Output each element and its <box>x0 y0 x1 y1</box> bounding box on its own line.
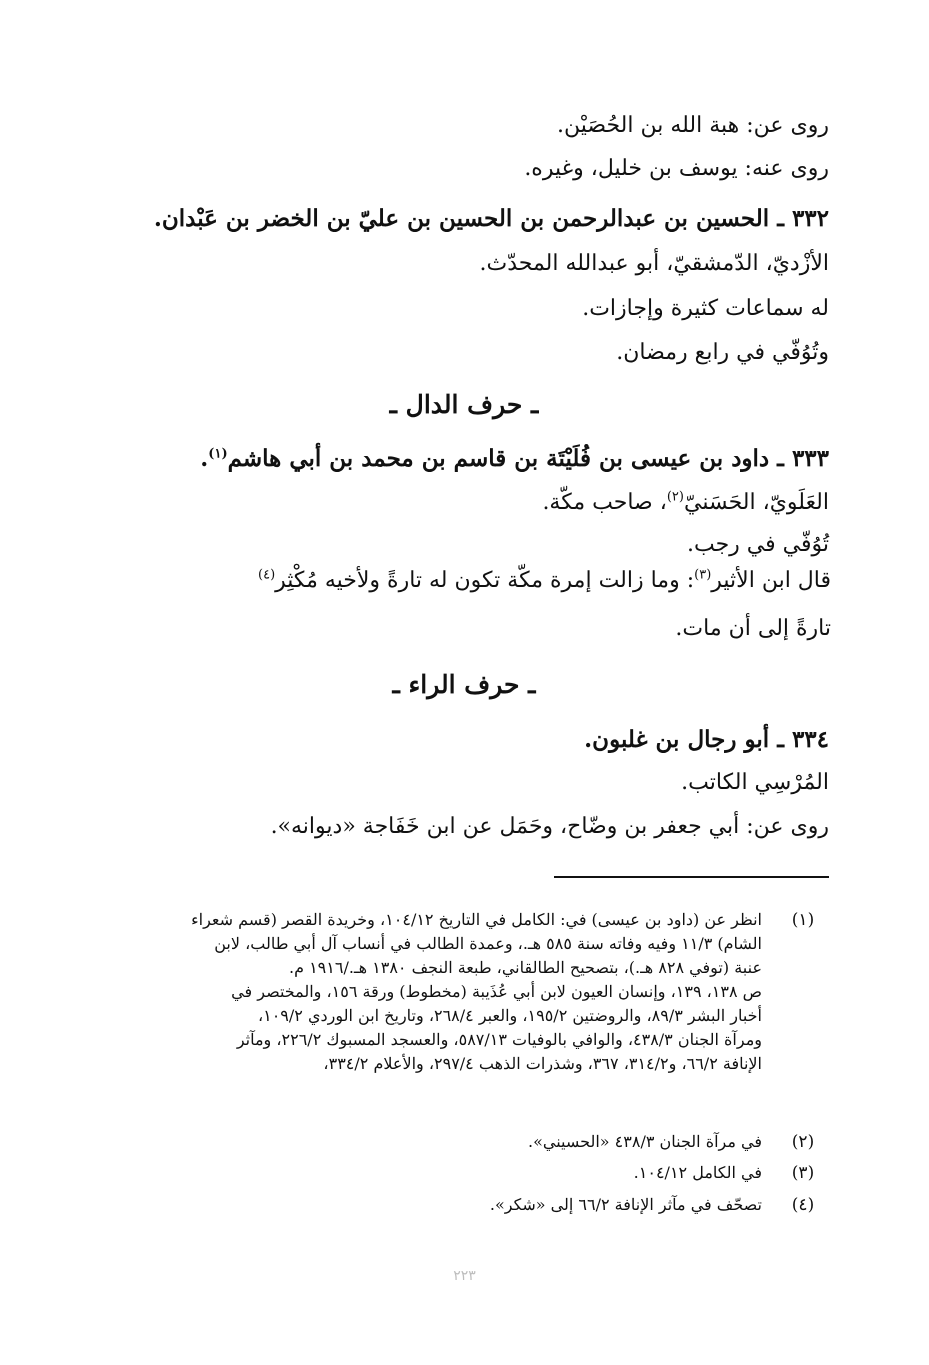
footnote-1-number: (١) <box>791 910 815 930</box>
entry-333-quote-source: قال ابن الأثير <box>711 568 831 593</box>
footnote-separator <box>554 876 829 878</box>
entry-333-period: . <box>200 445 209 472</box>
footnote-ref-3: (٣) <box>694 567 712 583</box>
narrated-from-line: روى عن: هبة الله بن الحُصَيْن. <box>557 113 829 138</box>
footnote-ref-1: (١) <box>208 446 228 462</box>
entry-332-hearings: له سماعات كثيرة وإجازات. <box>582 296 829 321</box>
footnote-1-line: عنبة (توفي ٨٢٨ هـ.)، بتصحيح الطالقاني، طبعة النجف ١٣٨٠ هـ./١٩١٦ م. <box>289 958 762 977</box>
entry-333-nisba <box>99 488 829 518</box>
page-number: ٢٢٣ <box>453 1268 476 1284</box>
entry-333-quote-end: تارةً إلى أن مات. <box>675 616 831 641</box>
footnote-ref-2: (٢) <box>666 489 684 505</box>
footnote-4-number: (٤) <box>791 1195 815 1215</box>
footnote-ref-4: (٤) <box>258 567 276 583</box>
footnote-4-text: تصحّف في مآثر الإنافة ٦٦/٢ إلى «شكر». <box>489 1195 762 1214</box>
entry-333-heading <box>99 444 829 474</box>
footnote-1-line: انظر عن (داود بن عيسى) في: الكامل في التاريخ ١٠٤/١٢، وخريدة القصر (قسم شعراء <box>191 910 762 929</box>
entry-333-death: تُوُفّي في رجب. <box>686 532 829 557</box>
entry-333-quote-text: : وما زالت إمرة مكّة تكون له تارةً ولأخيه مُكْثِر <box>275 568 695 593</box>
footnote-1-line: ص ١٣٨، ١٣٩، وإنسان العيون لابن أبي عُذَيبة (مخطوط) ورقة ١٥٦، والمختصر في <box>231 982 762 1001</box>
footnote-3-text: في الكامل ١٠٤/١٢. <box>633 1163 762 1182</box>
narrated-by-line: روى عنه: يوسف بن خليل، وغيره. <box>524 156 829 181</box>
section-heading-ra: ـ حرف الراء ـ <box>392 670 536 699</box>
footnote-1-line: ومرآة الجنان ٤٣٨/٣، والوافي بالوفيات ٥٨٧/١٣، والعسجد المسبوك ٢٢٦/٢، ومآثر <box>236 1030 762 1049</box>
entry-333-nisba-rest: ، صاحب مكّة. <box>542 490 667 515</box>
entry-334-heading: ٣٣٤ ـ أبو رجال بن غلبون. <box>584 726 829 753</box>
footnote-1-text <box>99 908 762 1076</box>
entry-333-nisba-text: العَلَويّ، الحَسَنيّ <box>683 490 829 515</box>
section-heading-dal: ـ حرف الدال ـ <box>389 390 539 419</box>
entry-334-narration: روى عن: أبي جعفر بن وضّاح، وحَمَل عن ابن خَفَاجة «ديوانه». <box>270 814 829 839</box>
entry-332-heading: ٣٣٢ ـ الحسين بن عبدالرحمن بن الحسين بن عليّ بن الخضر بن عَبْدان. <box>153 205 829 232</box>
entry-333-quote <box>96 566 831 596</box>
entry-333-name: ٣٣٣ ـ داود بن عيسى بن فُلَيْتَة بن قاسم بن محمد بن أبي هاشم <box>227 445 829 472</box>
footnote-2-text: في مرآة الجنان ٤٣٨/٣ «الحسيني». <box>527 1132 762 1151</box>
entry-332-nisba: الأزْديّ، الدّمشقيّ، أبو عبدالله المحدّث. <box>479 251 829 276</box>
footnote-3-number: (٣) <box>791 1163 815 1183</box>
entry-332-death: وتُوُفّي في رابع رمضان. <box>616 340 829 365</box>
footnote-1-line: أخبار البشر ٨٩/٣، والروضتين ١٩٥/٢، والعبر ٢٦٨/٤، وتاريخ ابن الوردي ١٠٩/٢، <box>257 1006 762 1025</box>
footnote-1-line: الشام) ١١/٣ وفيه وفاته سنة ٥٨٥ هـ.، وعمدة الطالب في أنساب آل أبي طالب، لابن <box>214 934 762 953</box>
footnote-2-number: (٢) <box>791 1132 815 1152</box>
footnote-1-line: الإنافة ٦٦/٢، و٣١٤/٢، ٣٦٧، وشذرات الذهب ٢٩٧/٤، والأعلام ٣٣٤/٢، <box>323 1054 762 1073</box>
entry-334-nisba: المُرْسِي الكاتب. <box>681 770 829 795</box>
